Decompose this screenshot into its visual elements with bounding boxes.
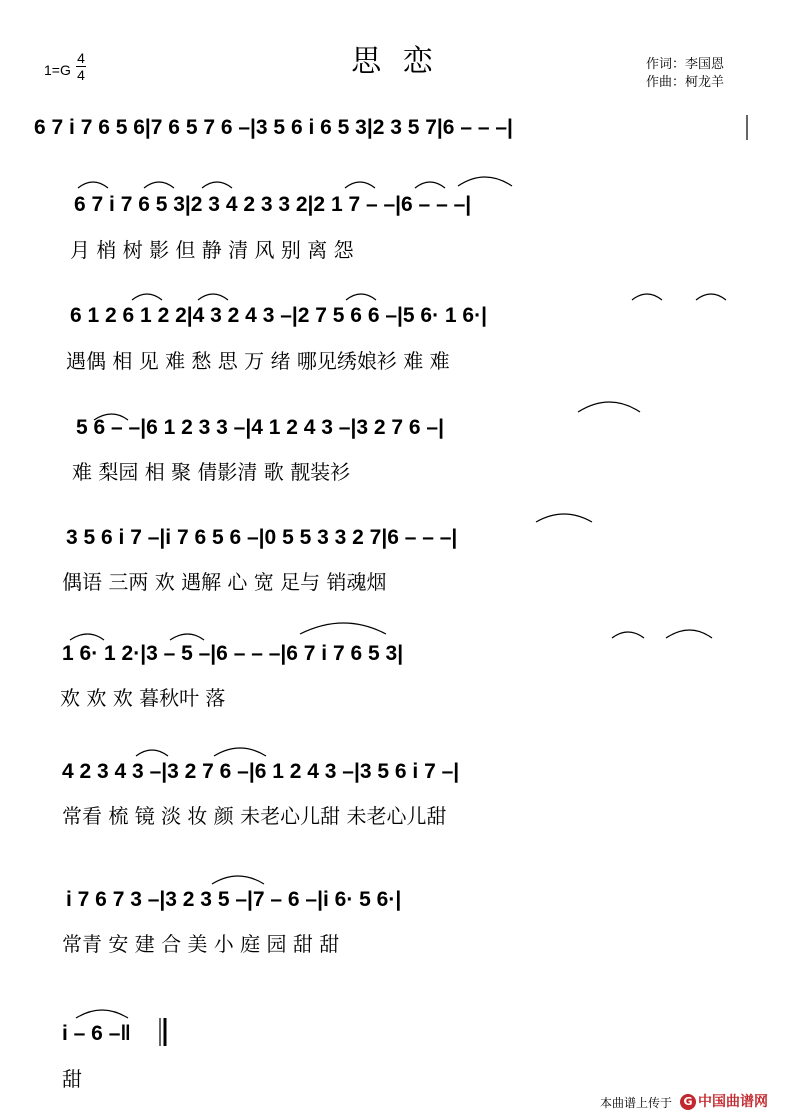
system-3-lyrics: 遇偶 相 见 难 愁 思 万 绪 哪见绣娘衫 难 难 xyxy=(66,349,450,373)
system-5-notes: 3 5 6 i 7 –|i 7 6 5 6 –|0 5 5 3 3 2 7|6 – – –| xyxy=(66,526,458,549)
slur xyxy=(198,294,228,300)
slur xyxy=(136,750,168,756)
system-2-lyrics: 月 梢 树 影 但 静 清 风 别 离 怨 xyxy=(70,238,354,262)
site-logo-icon: G xyxy=(680,1094,696,1110)
system-2-notes: 6 7 i 7 6 5 3|2 3 4 2 3 3 2|2 1 7 – –|6 – – –| xyxy=(74,193,472,216)
slur xyxy=(458,177,512,186)
upload-note: 本曲谱上传于 xyxy=(600,1096,673,1110)
slur xyxy=(666,630,712,638)
time-sig-top: 4 xyxy=(77,50,85,66)
slur xyxy=(76,1010,128,1018)
system-6-lyrics: 欢 欢 欢 暮秋叶 落 xyxy=(60,686,226,710)
system-4-lyrics: 难 梨园 相 聚 倩影清 歌 靓装衫 xyxy=(72,460,351,484)
slur xyxy=(632,294,662,300)
time-sig-bottom: 4 xyxy=(77,67,85,83)
slur xyxy=(212,876,264,884)
composer: 作曲：柯龙羊 xyxy=(646,75,725,90)
slur xyxy=(415,182,445,188)
system-3-notes: 6 1 2 6 1 2 2|4 3 2 4 3 –|2 7 5 6 6 –|5 6· 1 6·| xyxy=(70,304,487,327)
key-signature: 1=G xyxy=(44,62,71,78)
system-4-notes: 5 6 – –|6 1 2 3 3 –|4 1 2 4 3 –|3 2 7 6 –| xyxy=(76,416,444,439)
slur xyxy=(94,414,128,420)
slur xyxy=(78,182,108,188)
system-1-notes: 6 7 i 7 6 5 6|7 6 5 7 6 –|3 5 6 i 6 5 3|2 3 5 7|6 – – –| xyxy=(34,116,513,139)
system-7-lyrics: 常看 梳 镜 淡 妆 颜 未老心儿甜 未老心儿甜 xyxy=(62,804,447,828)
slur xyxy=(578,402,640,412)
slur xyxy=(170,634,204,640)
lyricist: 作词：李国恩 xyxy=(646,57,725,72)
system-9-lyrics: 甜 xyxy=(62,1067,82,1091)
system-5-lyrics: 偶语 三两 欢 遇解 心 宽 足与 销魂烟 xyxy=(62,570,387,594)
slur xyxy=(612,632,644,638)
slur xyxy=(202,182,232,188)
slur xyxy=(300,623,386,634)
slur xyxy=(696,294,726,300)
slur xyxy=(345,182,375,188)
system-9-notes: i – 6 –‖ xyxy=(62,1022,131,1045)
site-name: 中国曲谱网 xyxy=(698,1094,768,1110)
song-title: 思 恋 xyxy=(351,44,439,79)
system-6-notes: 1 6· 1 2·|3 – 5 –|6 – – –|6 7 i 7 6 5 3| xyxy=(62,642,404,665)
slur xyxy=(144,182,174,188)
slur xyxy=(346,294,376,300)
slur xyxy=(70,634,104,640)
site-logo[interactable] xyxy=(680,1091,768,1111)
slur xyxy=(214,748,266,756)
system-7-notes: 4 2 3 4 3 –|3 2 7 6 –|6 1 2 4 3 –|3 5 6 i 7 –| xyxy=(62,760,460,783)
slur xyxy=(132,294,162,300)
slur xyxy=(536,514,592,522)
system-8-lyrics: 常青 安 建 合 美 小 庭 园 甜 甜 xyxy=(62,932,340,956)
system-8-notes: i 7 6 7 3 –|3 2 3 5 –|7 – 6 –|i 6· 5 6·| xyxy=(66,888,402,911)
